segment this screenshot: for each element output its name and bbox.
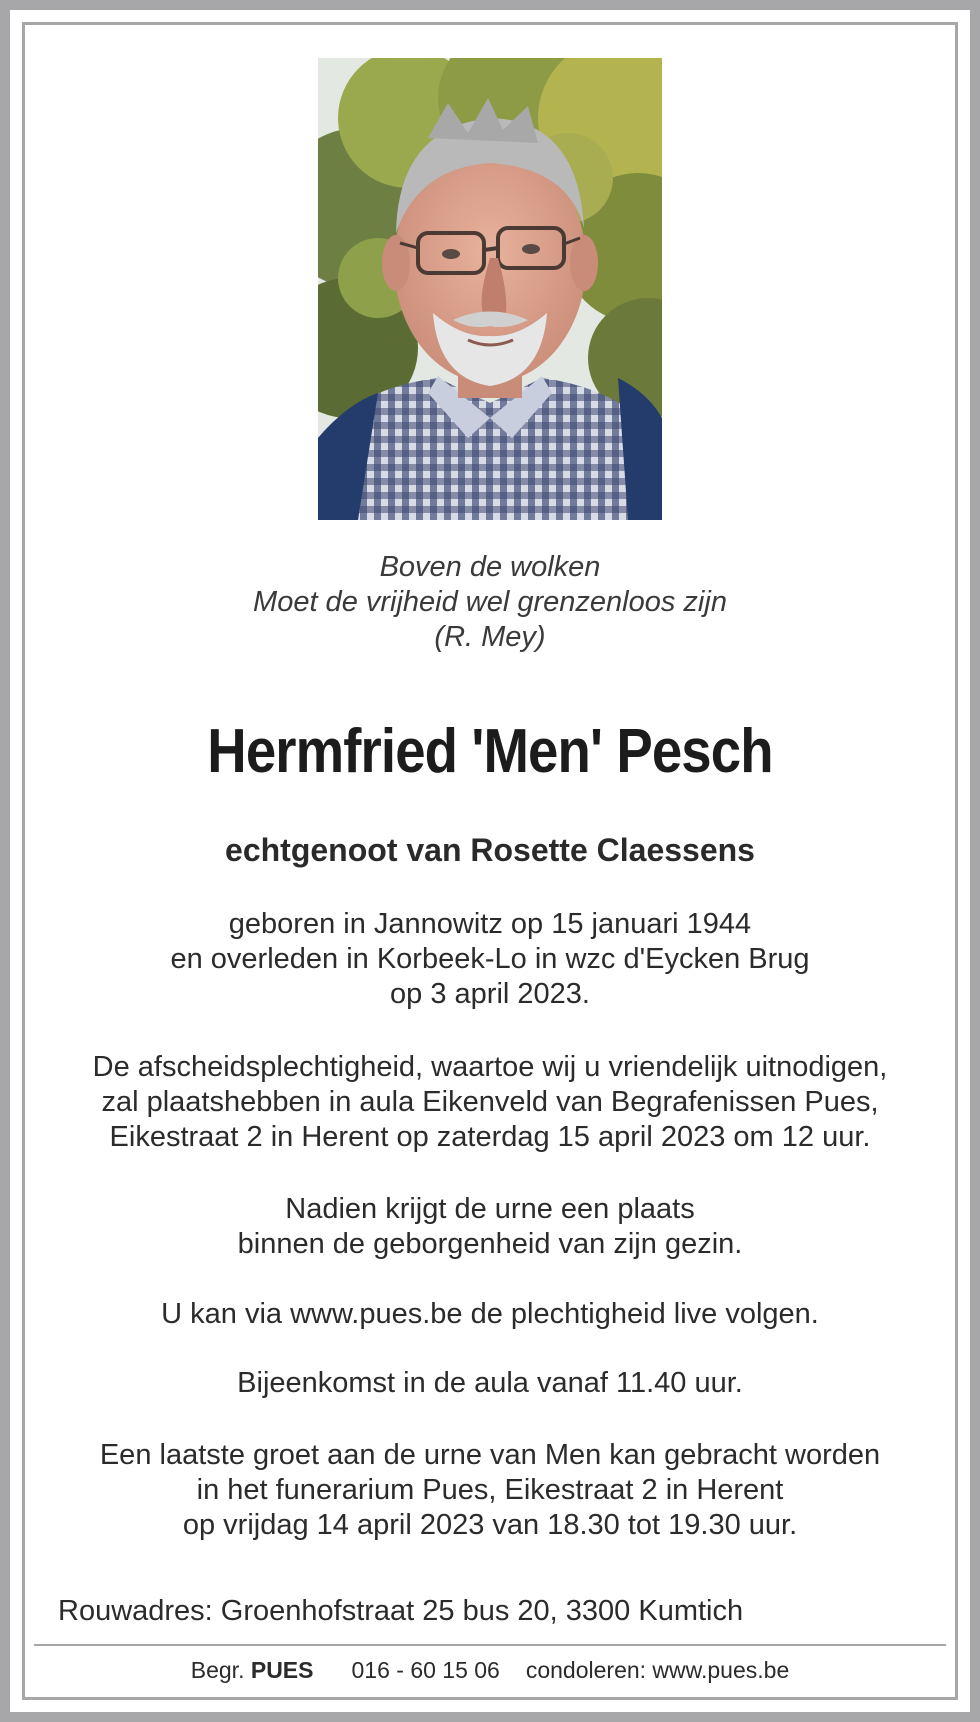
- footer-prefix: Begr.: [190, 1657, 245, 1683]
- birth-death-line: geboren in Jannowitz op 15 januari 1944: [228, 908, 752, 940]
- footer: [0, 1655, 980, 1685]
- ceremony-line: De afscheidsplechtigheid, waartoe wij u vriendelijk uitnodigen,: [92, 1051, 888, 1083]
- urn-line: binnen de geborgenheid van zijn gezin.: [237, 1228, 743, 1260]
- visitation-line: op vrijdag 14 april 2023 van 18.30 tot 19.30 uur.: [182, 1509, 798, 1541]
- ceremony-line: zal plaatshebben in aula Eikenveld van Begrafenissen Pues,: [101, 1086, 879, 1118]
- livestream-line: U kan via www.pues.be de plechtigheid live volgen.: [161, 1298, 819, 1330]
- quote-line-2: Moet de vrijheid wel grenzenloos zijn: [253, 586, 727, 618]
- ceremony-line: Eikestraat 2 in Herent op zaterdag 15 april 2023 om 12 uur.: [109, 1121, 871, 1153]
- ceremony-paragraph: [0, 1050, 980, 1155]
- birth-death-paragraph: [0, 907, 980, 1012]
- visitation-line: Een laatste groet aan de urne van Men kan gebracht worden: [99, 1439, 881, 1471]
- visitation-line: in het funerarium Pues, Eikestraat 2 in Herent: [196, 1474, 784, 1506]
- birth-death-line: op 3 april 2023.: [390, 978, 590, 1010]
- urn-line: Nadien krijgt de urne een plaats: [285, 1193, 695, 1225]
- footer-divider: [34, 1644, 946, 1646]
- livestream-paragraph: [0, 1297, 980, 1332]
- quote-attribution: (R. Mey): [434, 621, 546, 653]
- birth-death-line: en overleden in Korbeek-Lo in wzc d'Eycken Brug: [170, 943, 810, 975]
- footer-condolences: condoleren: www.pues.be: [525, 1657, 790, 1683]
- gathering-line: Bijeenkomst in de aula vanaf 11.40 uur.: [237, 1367, 743, 1399]
- gathering-paragraph: [0, 1366, 980, 1401]
- quote-line-1: Boven de wolken: [379, 551, 601, 583]
- deceased-name: Hermfried 'Men' Pesch: [207, 717, 773, 786]
- footer-company: PUES: [250, 1657, 314, 1683]
- footer-phone: 016 - 60 15 06: [351, 1657, 500, 1683]
- urn-paragraph: [0, 1192, 980, 1262]
- portrait-photo: [318, 58, 662, 520]
- visitation-paragraph: [0, 1438, 980, 1543]
- spouse-line: echtgenoot van Rosette Claessens: [225, 832, 755, 868]
- mourning-address: Rouwadres: Groenhofstraat 25 bus 20, 3300 Kumtich: [58, 1595, 744, 1627]
